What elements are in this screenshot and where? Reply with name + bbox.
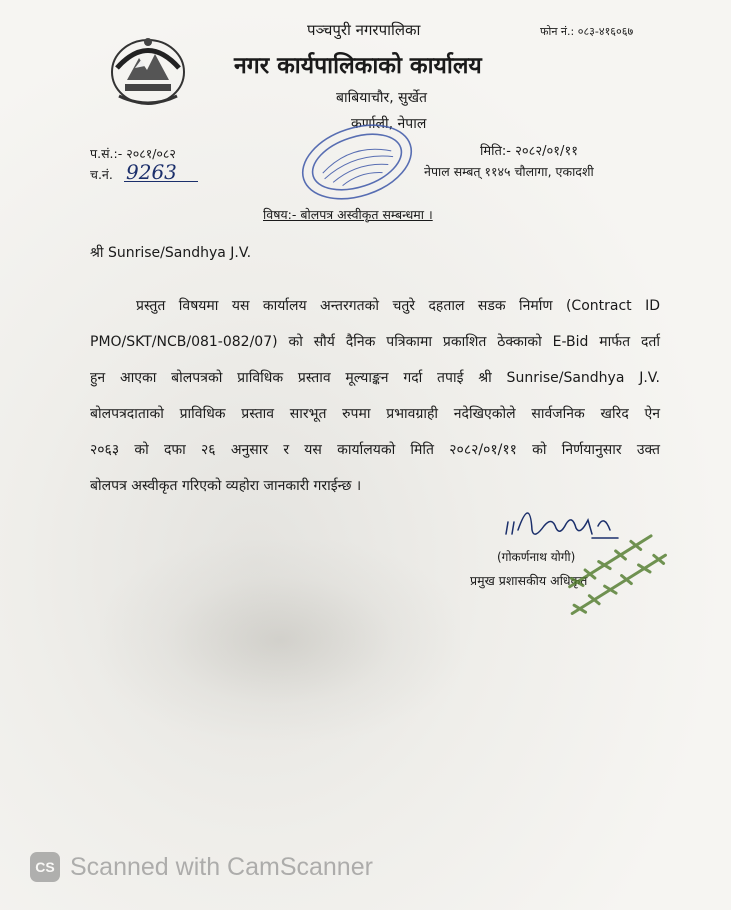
body-line: हुन आएका बोलपत्रको प्राविधिक प्रस्ताव मूल्याङ्कन गर्दा तपाई श्री Sunrise/Sandhya J.V. bbox=[90, 370, 660, 386]
paper-smudge bbox=[100, 540, 460, 740]
camscanner-text: Scanned with CamScanner bbox=[70, 852, 373, 881]
phone-number: फोन नं.: ०८३-४१६०६७ bbox=[540, 25, 634, 38]
office-title: नगर कार्यपालिकाको कार्यालय bbox=[234, 53, 482, 79]
body-line: बोलपत्र अस्वीकृत गरिएको व्यहोरा जानकारी गराईन्छ । bbox=[90, 478, 362, 494]
dispatch-number-label: च.नं. bbox=[90, 167, 113, 182]
reference-number: प.सं.:- २०८१/०८२ bbox=[90, 146, 176, 161]
camscanner-logo-icon: CS bbox=[30, 852, 60, 882]
nepal-emblem-icon bbox=[107, 28, 189, 110]
body-line: बोलपत्रदाताको प्राविधिक प्रस्ताव सारभूत रुपमा प्रभावग्राही नदेखिएकोले सार्वजनिक खरिद ऐन bbox=[90, 406, 660, 422]
body-line: प्रस्तुत विषयमा यस कार्यालय अन्तरगतको चतुरे दहताल सडक निर्माण (Contract ID bbox=[136, 298, 660, 314]
letter-date: मिति:- २०८२/०१/११ bbox=[480, 144, 578, 159]
dispatch-number-handwritten: 9263 bbox=[126, 160, 177, 184]
subject-line: विषय:- बोलपत्र अस्वीकृत सम्बन्धमा । bbox=[263, 207, 433, 222]
nepal-samvat-date: नेपाल सम्बत् ११४५ चौलागा, एकादशी bbox=[424, 164, 594, 179]
address-line-2: कर्णाली, नेपाल bbox=[351, 116, 427, 132]
signatory-title: प्रमुख प्रशासकीय अधिकृत bbox=[470, 573, 588, 588]
signatory-name: (गोकर्णनाथ योगी) bbox=[497, 550, 576, 564]
address-line-1: बाबियाचौर, सुर्खेत bbox=[336, 90, 428, 106]
dispatch-underline bbox=[124, 181, 198, 182]
body-line: PMO/SKT/NCB/081-082/07) को सौर्य दैनिक पत्रिकामा प्रकाशित ठेक्काको E-Bid मार्फत दर्ता bbox=[90, 334, 660, 350]
signatory-stamp-icon bbox=[548, 520, 678, 630]
addressee: श्री Sunrise/Sandhya J.V. bbox=[90, 245, 252, 261]
office-stamp-icon bbox=[296, 122, 418, 202]
camscanner-watermark bbox=[30, 852, 373, 882]
body-line: २०६३ को दफा २६ अनुसार र यस कार्यालयको मिति २०८२/०१/११ को निर्णयानुसार उक्त bbox=[90, 442, 660, 458]
municipality-name: पञ्चपुरी नगरपालिका bbox=[307, 21, 421, 39]
